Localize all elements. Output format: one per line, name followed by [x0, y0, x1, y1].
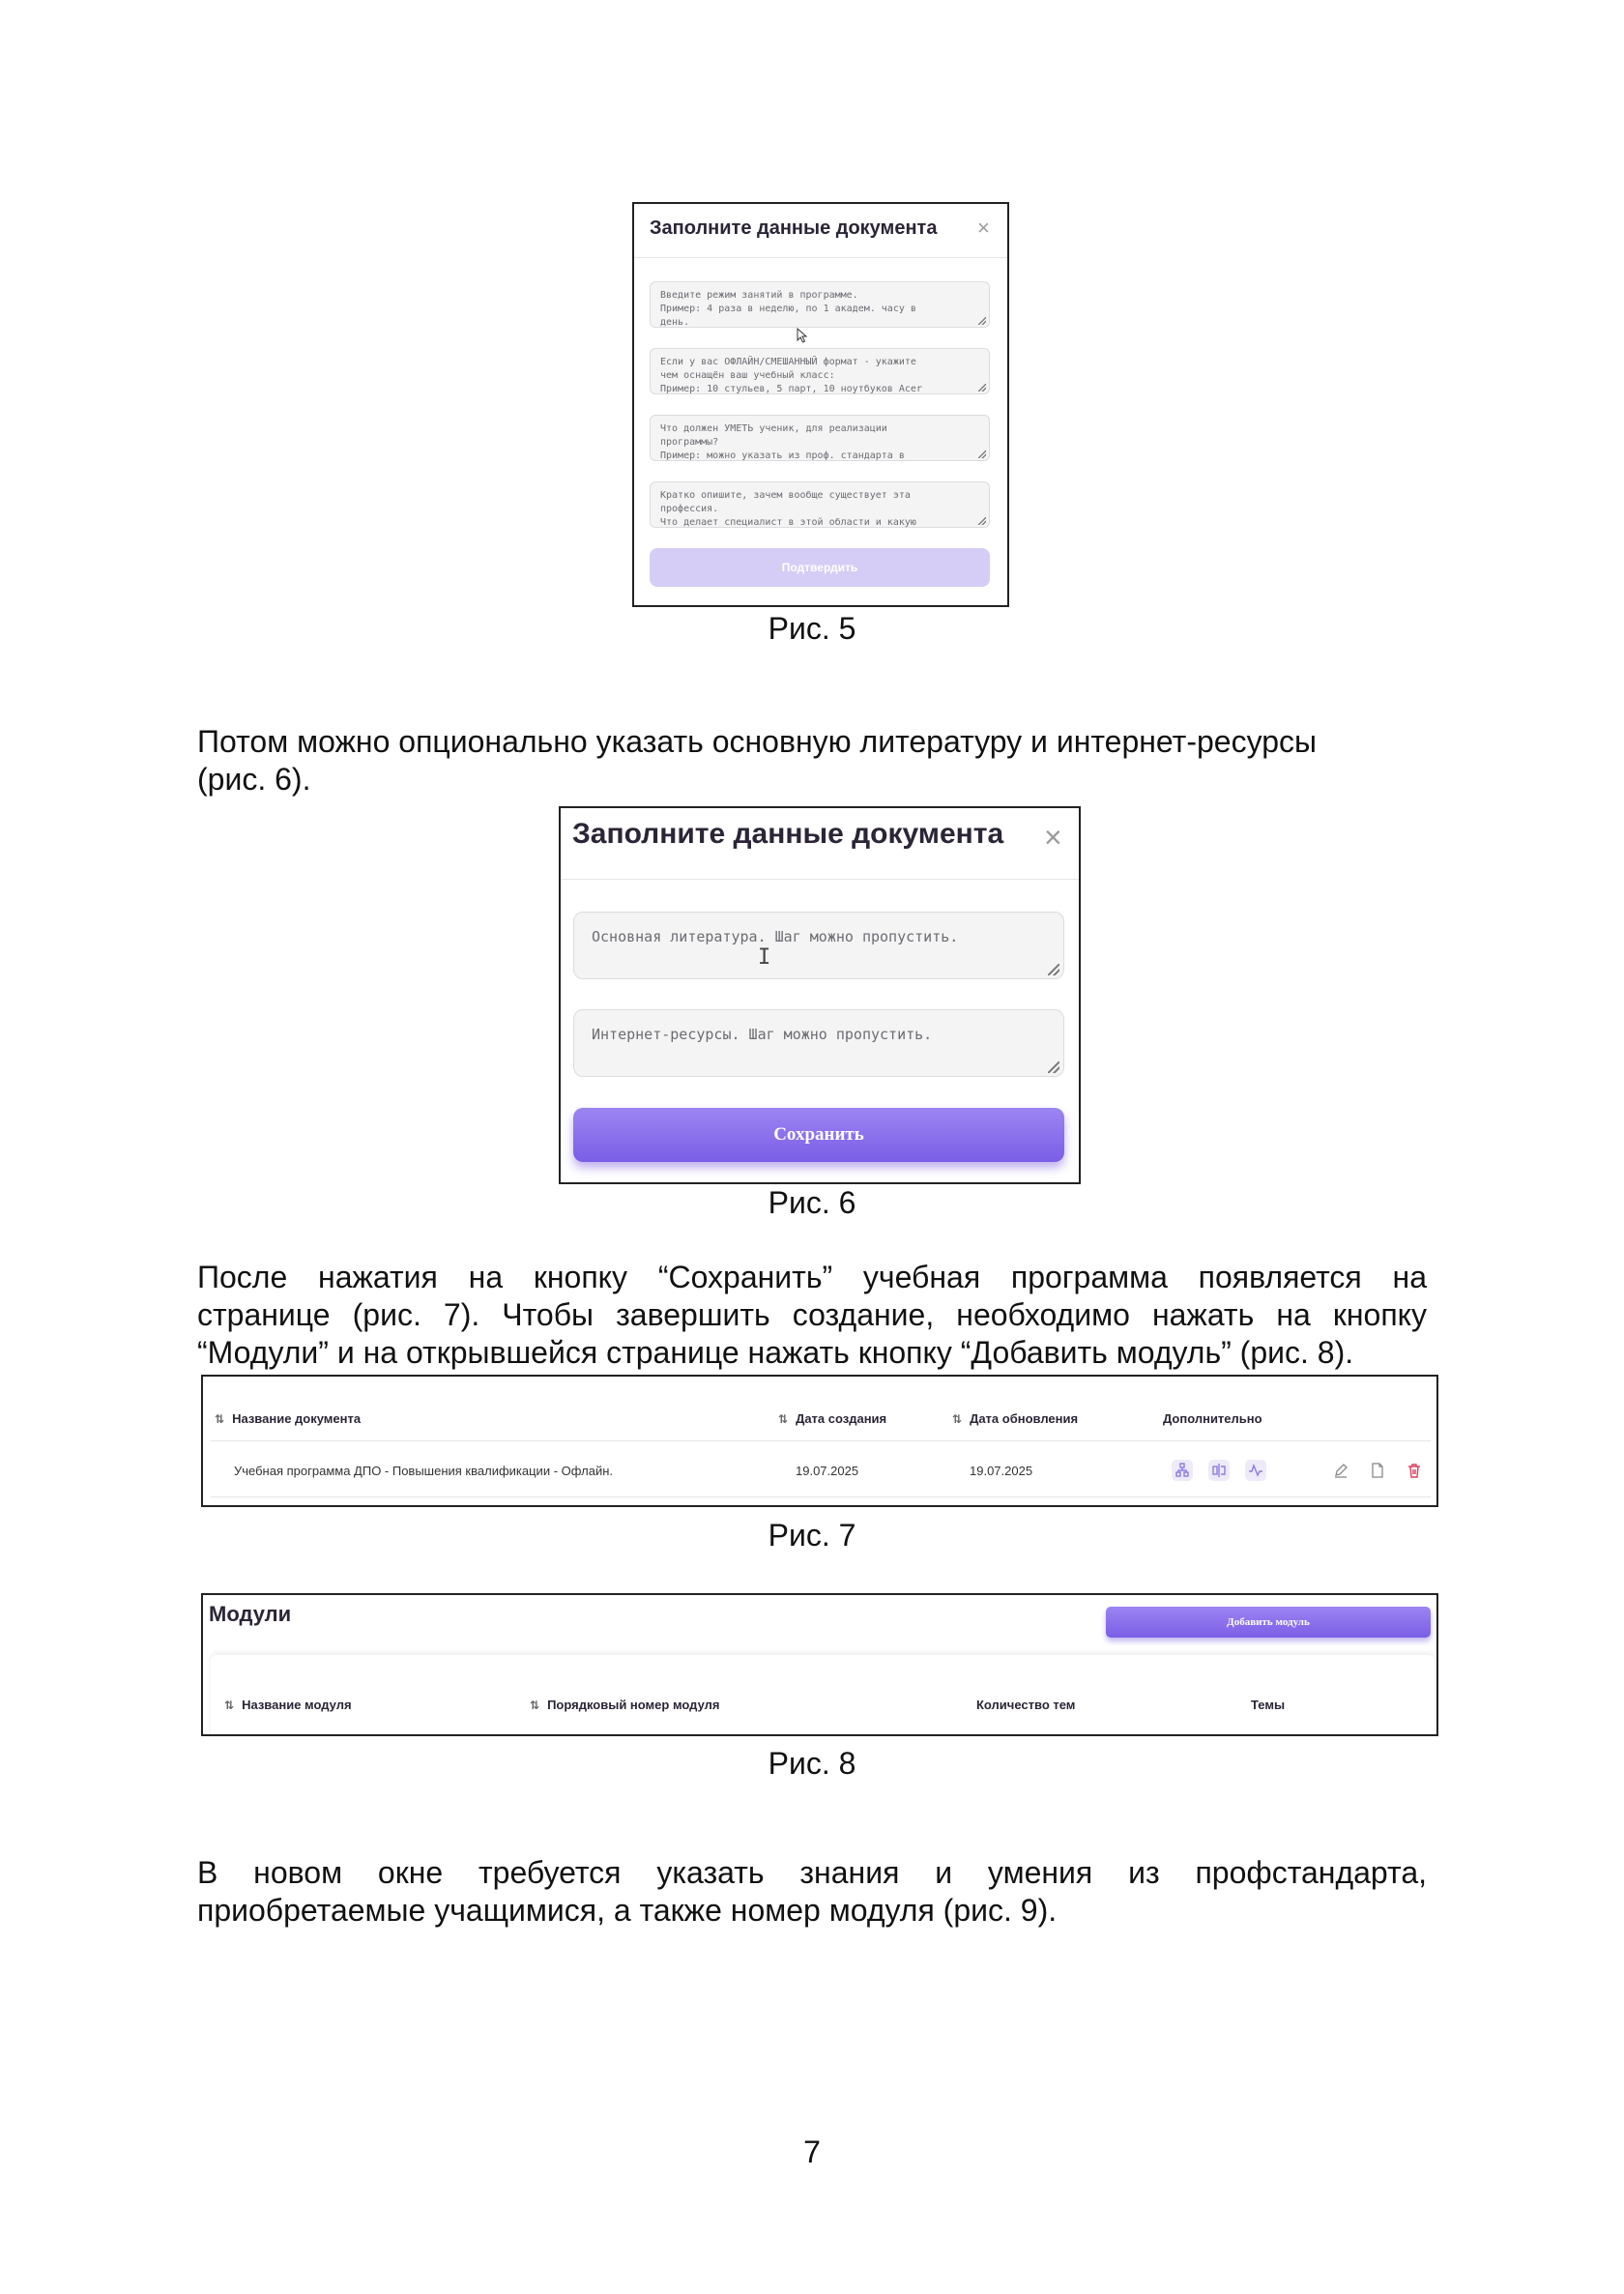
profession-textarea-text: Кратко опишите, зачем вообще существует эта профессия. Что делает специалист в этой области и какую: [660, 490, 916, 528]
skills-textarea[interactable]: [650, 415, 990, 461]
paragraph-new-window: [197, 1854, 1427, 1930]
literature-textarea[interactable]: [573, 912, 1064, 979]
resize-handle-icon[interactable]: [978, 450, 986, 458]
equipment-textarea-text: Если у вас ОФЛАЙН/СМЕШАННЫЙ формат - укажите чем оснащён ваш учебный класс: Пример: 10 стульев, 5 парт, 10 ноутбуков Acer: [660, 357, 922, 394]
edit-icon[interactable]: [1330, 1460, 1351, 1481]
figure-7: [201, 1375, 1438, 1507]
dialog-divider: [634, 257, 1007, 258]
compare-icon[interactable]: [1208, 1460, 1230, 1481]
resize-handle-icon[interactable]: [978, 384, 986, 392]
column-label: Дата обновления: [970, 1411, 1079, 1426]
profession-textarea[interactable]: [650, 481, 990, 528]
paragraph-line: странице (рис. 7). Чтобы завершить создание, необходимо нажать на кнопку: [197, 1297, 1427, 1332]
paragraph-line: “Модули” и на открывшейся странице нажать кнопку “Добавить модуль” (рис. 8).: [197, 1335, 1354, 1370]
resize-handle-icon[interactable]: [978, 317, 986, 325]
column-label: Порядковый номер модуля: [547, 1698, 720, 1712]
sort-icon: ⇅: [530, 1699, 540, 1712]
column-label: Дата создания: [796, 1411, 887, 1426]
figure-5: [632, 202, 1009, 607]
schedule-textarea[interactable]: [650, 281, 990, 328]
figure-5-caption: Рис. 5: [768, 611, 856, 646]
paragraph-line: приобретаемые учащимися, а также номер модуля (рис. 9).: [197, 1893, 1058, 1928]
resize-handle-icon[interactable]: [1048, 1061, 1059, 1073]
document-icon[interactable]: [1367, 1460, 1388, 1481]
sort-icon: ⇅: [224, 1699, 235, 1712]
column-label: Название модуля: [242, 1698, 352, 1712]
sort-icon: ⇅: [778, 1412, 789, 1426]
text-cursor-icon: I: [758, 945, 771, 970]
close-icon[interactable]: ×: [977, 216, 990, 240]
modules-table-card: [211, 1655, 1435, 1736]
internet-resources-textarea[interactable]: [573, 1009, 1064, 1077]
document-name-cell[interactable]: Учебная программа ДПО - Повышения квалификации - Офлайн.: [234, 1464, 614, 1478]
header-divider: [211, 1440, 1431, 1441]
equipment-textarea[interactable]: [650, 348, 990, 394]
paragraph-literature: [197, 723, 1427, 799]
column-header-updated[interactable]: [952, 1411, 1078, 1426]
schedule-textarea-text: Введите режим занятий в программе. Пример: 4 раза в неделю, по 1 академ. часу в день.: [660, 290, 916, 328]
column-header-module-order[interactable]: [530, 1698, 719, 1712]
save-button[interactable]: Сохранить: [573, 1108, 1064, 1162]
close-icon[interactable]: ×: [1044, 820, 1062, 855]
resize-handle-icon[interactable]: [978, 517, 986, 525]
dialog-title: Заполните данные документа: [572, 818, 1004, 850]
modules-icon[interactable]: [1172, 1460, 1193, 1481]
modules-title: Модули: [209, 1602, 292, 1626]
figure-8-caption: Рис. 8: [768, 1746, 856, 1781]
add-module-button[interactable]: Добавить модуль: [1106, 1607, 1431, 1638]
skills-textarea-text: Что должен УМЕТЬ ученик, для реализации программы? Пример: можно указать из проф. стандарта в: [660, 423, 905, 461]
page-number: 7: [803, 2134, 821, 2169]
column-header-topic-count: Количество тем: [976, 1698, 1076, 1712]
column-label: Название документа: [232, 1411, 362, 1426]
figure-6: [559, 806, 1081, 1184]
column-header-extra: Дополнительно: [1163, 1411, 1262, 1426]
paragraph-line: В новом окне требуется указать знания и умения из профстандарта,: [197, 1855, 1427, 1890]
column-header-document-name[interactable]: [215, 1411, 361, 1426]
row-divider: [211, 1496, 1431, 1497]
sort-icon: ⇅: [215, 1412, 225, 1426]
delete-icon[interactable]: [1404, 1460, 1425, 1481]
column-header-created[interactable]: [778, 1411, 886, 1426]
figure-8: [201, 1593, 1438, 1736]
internet-resources-placeholder: Интернет-ресурсы. Шаг можно пропустить.: [592, 1026, 933, 1043]
paragraph-line: (рис. 6).: [197, 762, 311, 797]
literature-placeholder: Основная литература. Шаг можно пропустить.: [592, 928, 959, 945]
sort-icon: ⇅: [952, 1412, 963, 1426]
column-header-topics: Темы: [1251, 1698, 1286, 1712]
figure-7-caption: Рис. 7: [768, 1518, 856, 1553]
paragraph-line: После нажатия на кнопку “Сохранить” учебная программа появляется на: [197, 1260, 1427, 1294]
dialog-divider: [561, 879, 1079, 880]
figure-6-caption: Рис. 6: [768, 1185, 856, 1220]
column-header-module-name[interactable]: [224, 1698, 352, 1712]
paragraph-line: Потом можно опционально указать основную литературу и интернет-ресурсы: [197, 724, 1317, 759]
cursor-icon: [797, 328, 808, 343]
resize-handle-icon[interactable]: [1048, 964, 1059, 975]
confirm-button[interactable]: Подтвердить: [650, 548, 990, 587]
activity-icon[interactable]: [1245, 1460, 1266, 1481]
created-date-cell: 19.07.2025: [796, 1464, 859, 1478]
dialog-title: Заполните данные документа: [650, 218, 938, 239]
paragraph-save: [197, 1259, 1427, 1372]
updated-date-cell: 19.07.2025: [970, 1464, 1033, 1478]
